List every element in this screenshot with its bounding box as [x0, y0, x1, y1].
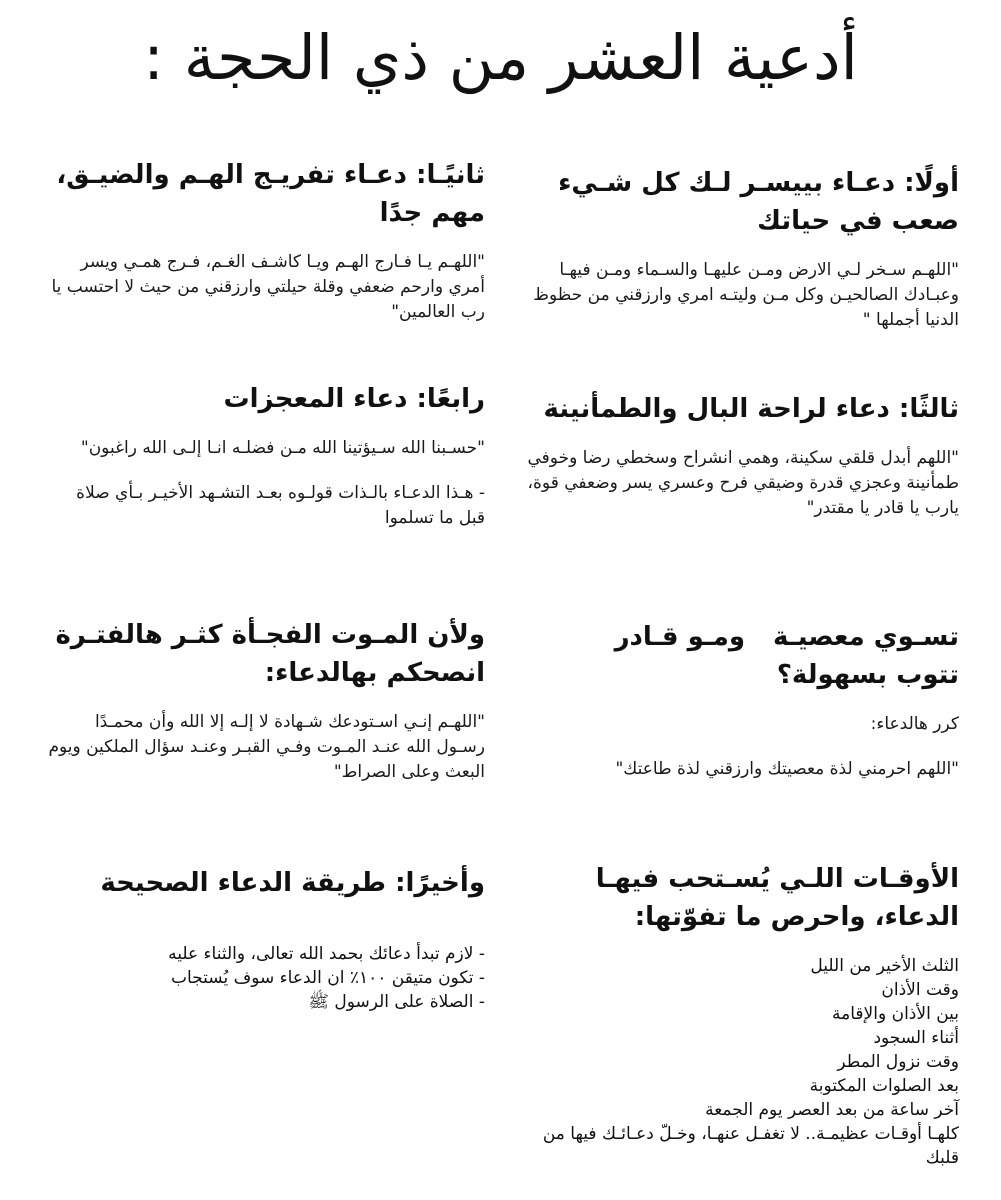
section-heading: رابعًا: دعاء المعجزات [223, 384, 485, 414]
list-item: وقت نزول المطر [837, 1052, 959, 1072]
section-heading: وأخيرًا: طريقة الدعاء الصحيحة [100, 868, 485, 898]
list-item: أثناء السجود [873, 1028, 959, 1048]
section-heading: ثانيًـا: دعـاء تفريـج الهـم والضيـق، مهم جدًا [56, 160, 485, 228]
section-peace-prayer [519, 390, 959, 521]
section-text: "اللهـم يـا فـارج الهـم ويـا كاشـف الغـم، فـرج همـي ويسر أمري وارحم ضعفي وقلة حيلتي وارزقني من حيث لا احتسب يا رب العالمين" [51, 252, 485, 322]
section-sudden-death [45, 616, 485, 785]
list-item: - الصلاة على الرسول ﷺ [308, 992, 485, 1012]
section-heading: ولأن المـوت الفجـأة كثـر هالفتـرة انصحكم بهالدعاء: [55, 620, 485, 688]
section-text: "اللهـم سـخر لـي الارض ومـن عليهـا والسـماء ومـن فيهـا وعبـادك الصالحيـن وكل مـن وليتـه امري وارزقني من حظوظ الدنيا أجملها " [533, 260, 959, 330]
list-item: بين الأذان والإقامة [832, 1004, 959, 1024]
prayer-times-list [519, 954, 959, 1170]
list-item: بعد الصلوات المكتوبة [809, 1076, 959, 1096]
section-heading: ثالثًا: دعاء لراحة البال والطمأنينة [543, 394, 959, 424]
section-heading: تسـوي معصيـةومـو قـادر تتوب بسهولة؟ [614, 622, 959, 690]
list-item: - تكون متيقن ١٠٠٪ ان الدعاء سوف يُستجاب [171, 968, 485, 988]
section-repentance [519, 618, 959, 782]
section-prayer-times [519, 860, 959, 1170]
section-text: "اللهم احرمني لذة معصيتك وارزقني لذة طاعتك" [615, 759, 959, 779]
section-heading: الأوقـات اللـي يُسـتحب فيهـا الدعاء، واحرص ما تفوّتها: [595, 864, 959, 932]
method-list [45, 942, 485, 1014]
list-item: كلهـا أوقـات عظيمـة.. لا تغفـل عنهـا، وخـلّ دعـائـك فيها من قلبك [542, 1124, 959, 1168]
section-relief-prayer [45, 156, 485, 325]
page-title: أدعية العشر من ذي الحجة : [143, 21, 858, 94]
section-heading: أولًا: دعـاء بييسـر لـك كل شـيء صعب في حياتك [558, 168, 959, 236]
section-note: - هـذا الدعـاء بالـذات قولـوه بعـد التشـهد الأخيـر بـأي صلاة قبل ما تسلموا [76, 483, 485, 528]
section-text: "حسـبنا الله سـيؤتينا الله مـن فضلـه انـا إلـى الله راغبون" [80, 438, 485, 458]
section-intro: كرر هالدعاء: [870, 714, 959, 734]
list-item: آخر ساعة من بعد العصر يوم الجمعة [705, 1100, 959, 1120]
section-ease-prayer [519, 164, 959, 333]
list-item: وقت الأذان [881, 980, 959, 1000]
section-miracles-prayer [45, 380, 485, 531]
section-text: "اللهم أبدل قلقي سكينة، وهمي انشراح وسخطي رضا وخوفي طمأنينة وعجزي قدرة وضيقي فرح وعسري يسر وضعفي قوة، يارب يا قادر يا مقتدر" [527, 448, 959, 518]
list-item: الثلث الأخير من الليل [810, 956, 959, 976]
section-text: "اللهـم إنـي اسـتودعك شـهادة لا إلـه إلا الله وأن محمـدًا رسـول الله عنـد المـوت وفـي القبـر وعنـد سؤال الملكين ويوم البعث وعلى الصراط" [48, 712, 485, 782]
list-item: - لازم تبدأ دعائك بحمد الله تعالى، والثناء عليه [168, 944, 485, 964]
section-correct-method [45, 864, 485, 1014]
